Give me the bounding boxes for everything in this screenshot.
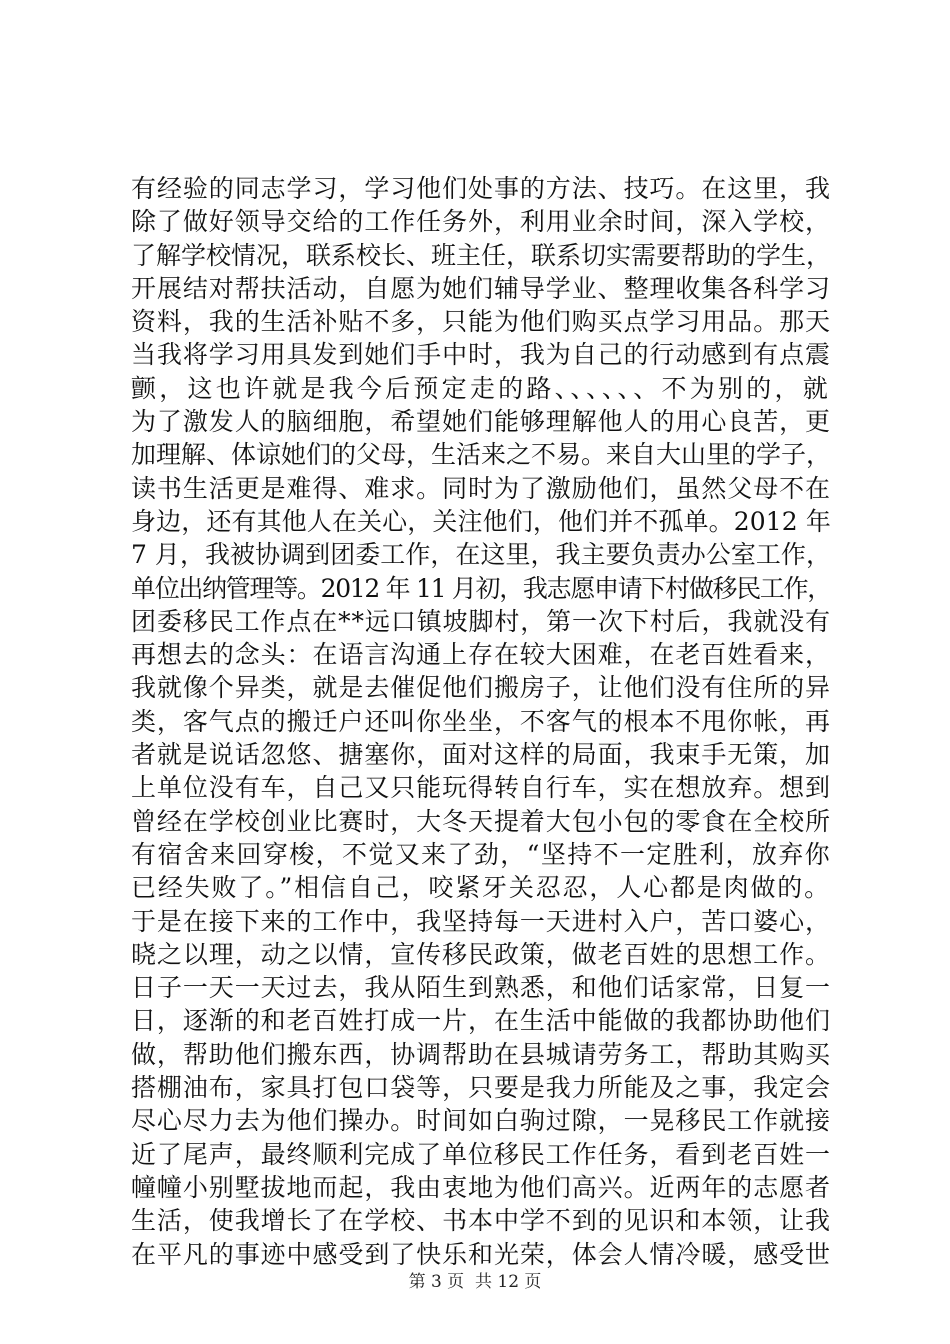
text-line: 了解学校情况，联系校长、班主任，联系切实需要帮助的学生， — [131, 240, 831, 270]
text-line: 身边，还有其他人在关心，关注他们，他们并不孤单。2012 年 — [131, 506, 831, 536]
text-line: 曾经在学校创业比赛时，大冬天提着大包小包的零食在全校所 — [131, 806, 831, 836]
text-line: 我就像个异类，就是去催促他们搬房子，让他们没有住所的异 — [131, 673, 831, 703]
text-line: 读书生活更是难得、难求。同时为了激励他们，虽然父母不在 — [131, 473, 831, 503]
body-text — [131, 172, 831, 1271]
text-line: 生活，使我增长了在学校、书本中学不到的见识和本领，让我 — [131, 1206, 831, 1236]
text-line: 于是在接下来的工作中，我坚持每一天进村入户，苦口婆心， — [131, 906, 831, 936]
text-line: 开展结对帮扶活动，自愿为她们辅导学业、整理收集各科学习 — [131, 273, 831, 303]
text-line: 日，逐渐的和老百姓打成一片，在生活中能做的我都协助他们 — [131, 1006, 831, 1036]
text-line: 类，客气点的搬迁户还叫你坐坐，不客气的根本不甩你帐，再 — [131, 706, 831, 736]
text-line: 做，帮助他们搬东西，协调帮助在县城请劳务工，帮助其购买 — [131, 1039, 831, 1069]
text-line: 日子一天一天过去，我从陌生到熟悉，和他们话家常，日复一 — [131, 973, 831, 1003]
text-line: 为了激发人的脑细胞，希望她们能够理解他人的用心良苦，更 — [131, 407, 831, 437]
text-line: 有经验的同志学习，学习他们处事的方法、技巧。在这里，我 — [131, 174, 831, 203]
text-line: 当我将学习用具发到她们手中时，我为自己的行动感到有点震 — [131, 340, 831, 370]
text-line: 加理解、体谅她们的父母，生活来之不易。来自大山里的学子， — [131, 440, 831, 470]
text-line: 已经失败了。”相信自己，咬紧牙关忍忍，人心都是肉做的。 — [131, 873, 831, 903]
text-line: 单位出纳管理等。2012 年 11 月初，我志愿申请下村做移民工作， — [131, 573, 832, 603]
text-line: 搭棚油布，家具打包口袋等，只要是我力所能及之事，我定会 — [131, 1073, 831, 1103]
text-line: 近了尾声，最终顺利完成了单位移民工作任务，看到老百姓一 — [131, 1139, 831, 1169]
text-line: 再想去的念头：在语言沟通上存在较大困难，在老百姓看来， — [131, 640, 831, 670]
text-line: 7 月，我被协调到团委工作，在这里，我主要负责办公室工作， — [131, 540, 831, 570]
text-line: 尽心尽力去为他们操办。时间如白驹过隙，一晃移民工作就接 — [131, 1106, 831, 1136]
text-line: 团委移民工作点在**远口镇坡脚村，第一次下村后，我就没有 — [131, 606, 831, 636]
text-line: 晓之以理，动之以情，宣传移民政策，做老百姓的思想工作。 — [131, 939, 831, 969]
text-line: 上单位没有车，自己又只能玩得转自行车，实在想放弃。想到 — [131, 773, 831, 803]
text-line: 资料，我的生活补贴不多，只能为他们购买点学习用品。那天 — [131, 307, 831, 337]
text-line: 除了做好领导交给的工作任务外，利用业余时间，深入学校， — [131, 207, 831, 237]
text-line: 颤，这也许就是我今后预定走的路、、、、、、不为别的，就 — [131, 373, 831, 403]
page-footer: 第 3 页 共 12 页 — [408, 1272, 542, 1292]
text-line: 有宿舍来回穿梭，不觉又来了劲，“坚持不一定胜利，放弃你 — [131, 839, 831, 869]
text-line: 者就是说话忽悠、搪塞你，面对这样的局面，我束手无策，加 — [131, 740, 831, 770]
text-line: 幢幢小别墅拔地而起，我由衷地为他们高兴。近两年的志愿者 — [131, 1172, 831, 1202]
text-line: 在平凡的事迹中感受到了快乐和光荣，体会人情冷暖，感受世 — [131, 1239, 831, 1269]
